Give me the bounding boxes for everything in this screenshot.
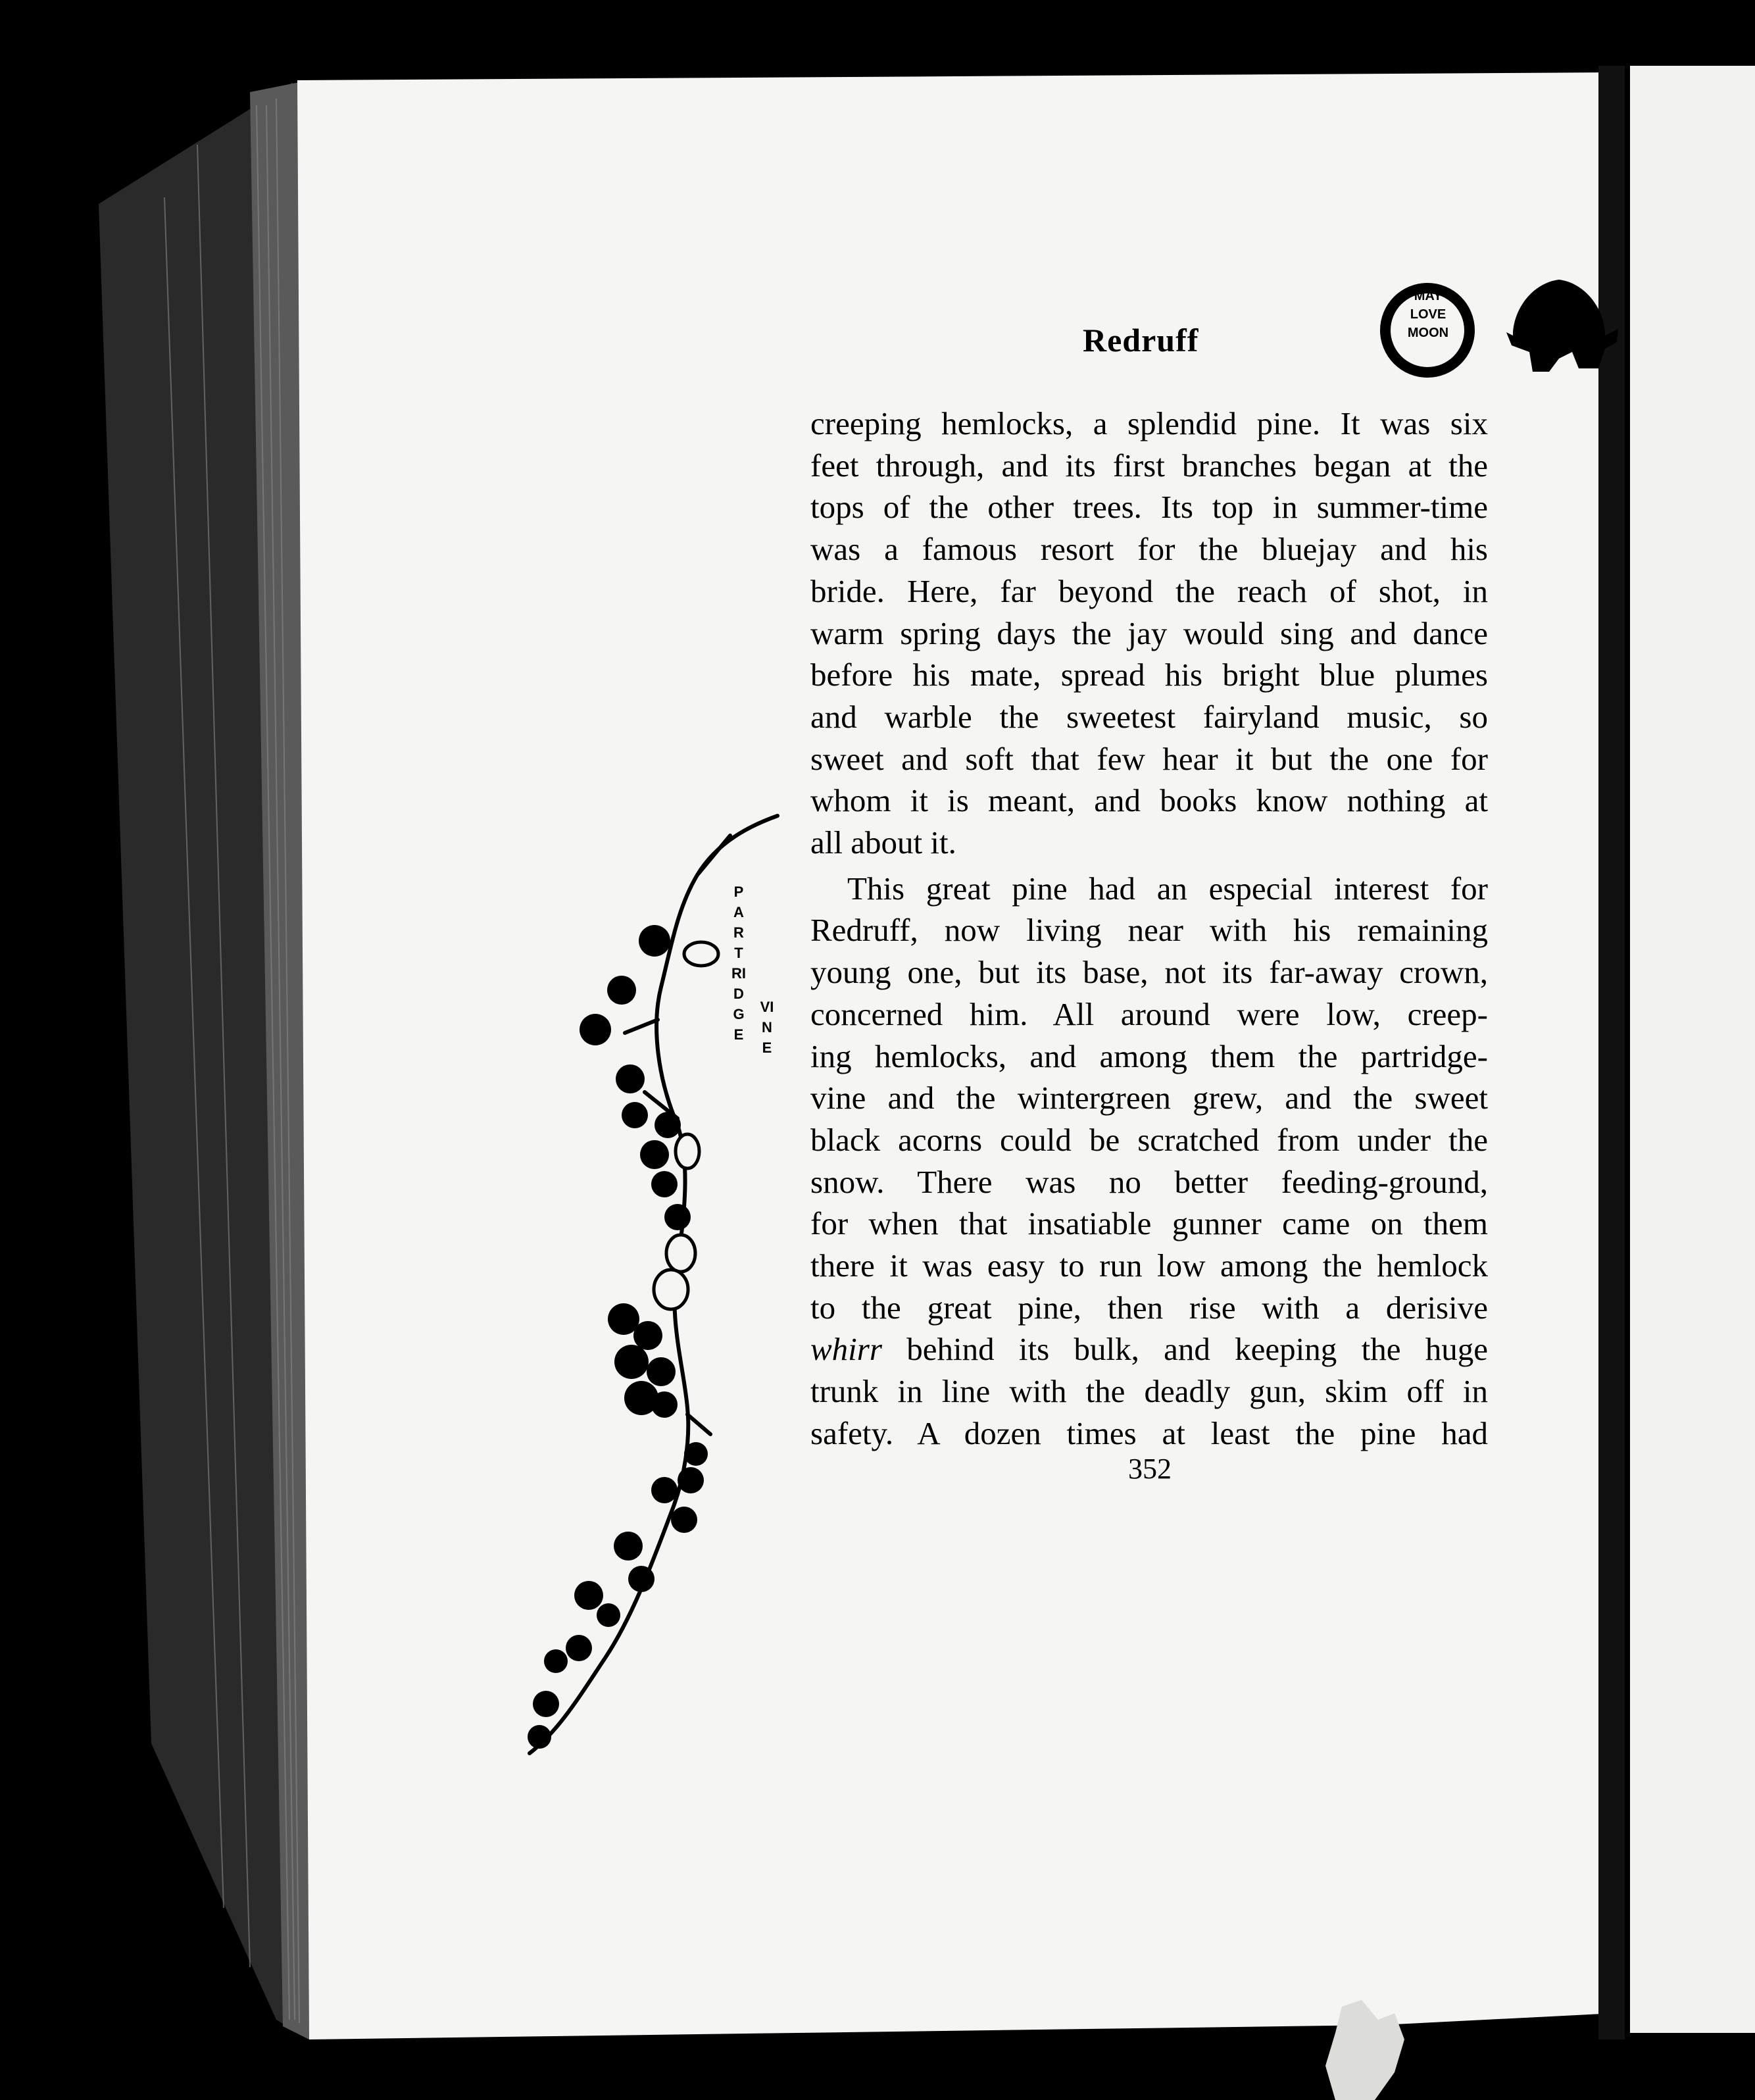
- text-line: black acorns could be scratched from under the: [810, 1121, 1488, 1158]
- illustration-caption-vine: VINE: [760, 999, 774, 1056]
- text-line: vine and the wintergreen grew, and the sweet: [810, 1080, 1488, 1116]
- text-line: all about it.: [810, 824, 956, 861]
- text-line: for when that insatiable gunner came on them: [810, 1205, 1488, 1242]
- text-line: creeping hemlocks, a splendid pine. It was six: [810, 405, 1488, 441]
- text-line: ing hemlocks, and among them the partridge-: [810, 1038, 1488, 1074]
- illustration-caption-partridge: PARTRIDGE: [731, 884, 746, 1043]
- text-line: trunk in line with the deadly gun, skim off in: [810, 1373, 1488, 1410]
- text-line: there it was easy to run low among the hemlock: [810, 1247, 1488, 1284]
- text-line: was a famous resort for the bluejay and his: [810, 531, 1488, 568]
- text-line: sweet and soft that few hear it but the one for: [810, 740, 1488, 777]
- text-line: bride. Here, far beyond the reach of shot, in: [810, 572, 1488, 609]
- body-text: [810, 403, 1488, 1455]
- text-line: tops of the other trees. Its top in summer-time: [810, 489, 1488, 526]
- text-line: snow. There was no better feeding-ground,: [810, 1163, 1488, 1200]
- text-line: young one, but its base, not its far-away crown,: [810, 954, 1488, 991]
- page-number: 352: [1128, 1453, 1172, 1485]
- text-line: before his mate, spread his bright blue plumes: [810, 657, 1488, 693]
- text-line: whirr behind its bulk, and keeping the huge: [810, 1331, 1488, 1368]
- stamp-line: MAY: [1414, 289, 1443, 303]
- text-line: This great pine had an especial interest for: [847, 870, 1488, 907]
- text-line: and warble the sweetest fairyland music, so: [810, 698, 1488, 735]
- library-stamp-text: [1396, 287, 1460, 342]
- stamp-line: MOON: [1407, 326, 1449, 340]
- stamp-line: LOVE: [1410, 307, 1446, 322]
- text-line: whom it is meant, and books know nothing at: [810, 782, 1488, 819]
- text-line: to the great pine, then rise with a derisive: [810, 1289, 1488, 1326]
- text-line: Redruff, now living near with his remaining: [810, 912, 1488, 949]
- text-line: safety. A dozen times at least the pine had: [810, 1414, 1488, 1451]
- text-line: feet through, and its first branches began at the: [810, 447, 1488, 484]
- text-line: warm spring days the jay would sing and dance: [810, 614, 1488, 651]
- running-head: Redruff: [1083, 322, 1199, 359]
- text-line: concerned him. All around were low, creep-: [810, 995, 1488, 1032]
